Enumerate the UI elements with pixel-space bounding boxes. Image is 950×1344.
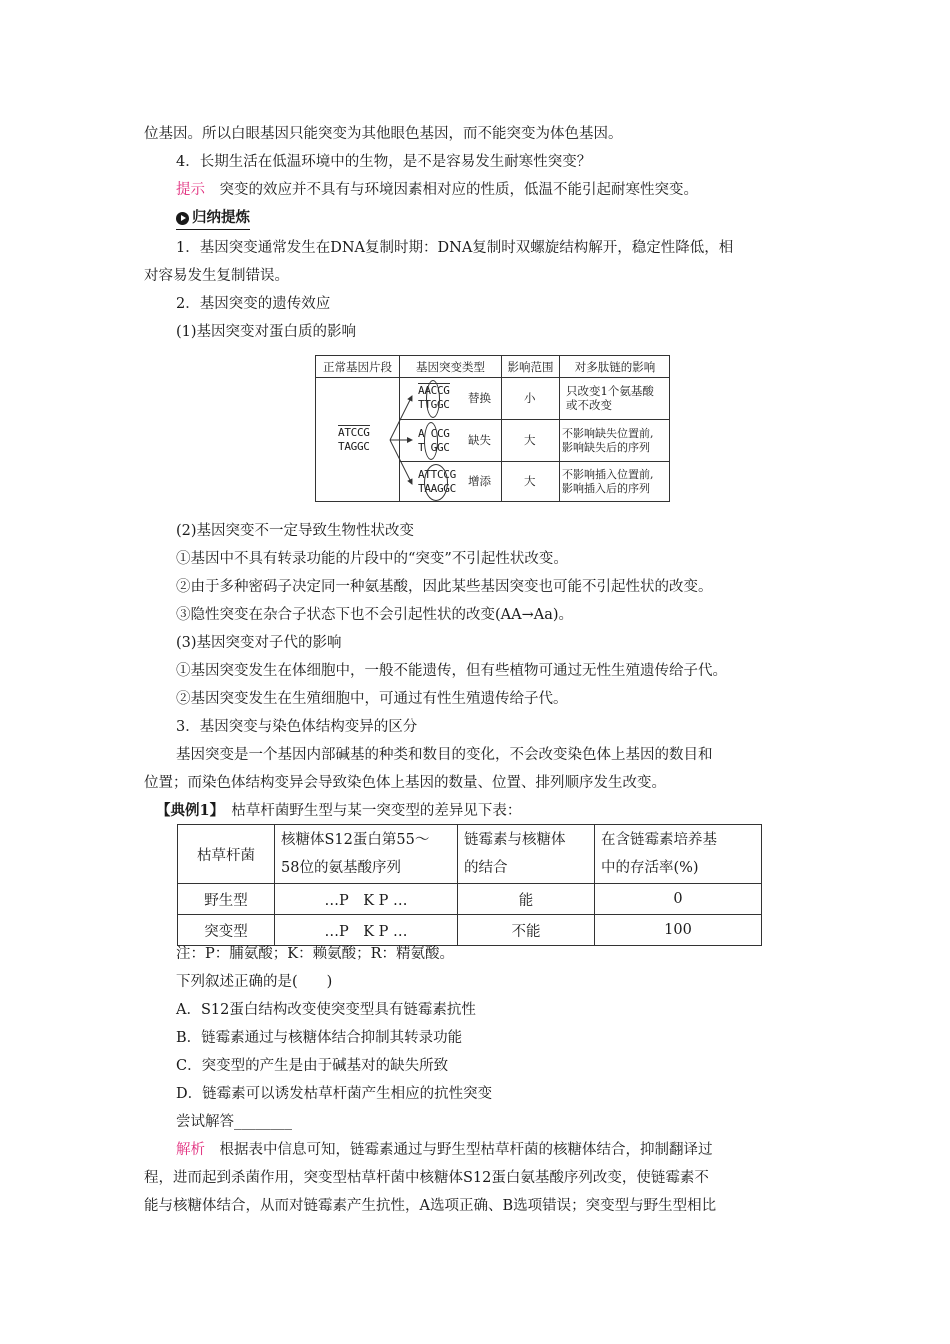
effect-line: 不影响缺失位置前, (562, 427, 654, 440)
table-cell: 突变型 (178, 915, 275, 946)
seq-top: AACCG (418, 384, 450, 397)
analysis-line-3: 能与核糖体结合，从而对链霉素产生抗性，A选项正确、B选项错误；突变型与野生型相比 (144, 1198, 717, 1214)
analysis-line-2: 程，进而起到杀菌作用，突变型枯草杆菌中核糖体S12蛋白氨基酸序列改变，使链霉素不 (144, 1170, 709, 1186)
normal-bottom-strand: TAGGC (338, 440, 370, 453)
section-title: 归纳提炼 (192, 209, 250, 226)
table-row (178, 915, 762, 946)
mutation-circle (424, 464, 448, 501)
mutation-type: 增添 (468, 474, 491, 488)
effect-line: 只改变1个氨基酸 (566, 384, 654, 398)
option-d: D．链霉素可以诱发枯草杆菌产生相应的抗性突变 (176, 1086, 493, 1102)
question-4: 4．长期生活在低温环境中的生物，是不是容易发生耐寒性突变？ (176, 154, 592, 170)
seq-top: ATTCCG (418, 468, 456, 481)
point-1: ①基因中不具有转录功能的片段中的“突变”不引起性状改变。 (176, 551, 568, 567)
table-note: 注：P：脯氨酸；K：赖氨酸；R：精氨酸。 (176, 946, 455, 962)
hint-line (176, 180, 698, 200)
paragraph-2-3: (3)基因突变对子代的影响 (176, 635, 342, 651)
seq-bottom: TAAGGC (418, 482, 456, 495)
option-c: C．突变型的产生是由于碱基对的缺失所致 (176, 1058, 449, 1074)
paragraph-2-2: (2)基因突变不一定导致生物性状改变 (176, 523, 415, 539)
question-stem: 下列叙述正确的是( ) (176, 974, 333, 990)
answer-prompt: 尝试解答________ (176, 1114, 292, 1130)
seq-bottom: TTGGC (418, 398, 450, 411)
paragraph-1b: 对容易发生复制错误。 (144, 268, 289, 284)
table-cell: 不能 (458, 915, 595, 946)
example-text: 枯草杆菌野生型与某一突变型的差异见下表： (231, 803, 522, 819)
seq-bottom: T GGC (418, 441, 450, 454)
analysis-line (176, 1140, 713, 1160)
impact-range: 大 (524, 474, 536, 488)
point-3: ③隐性突变在杂合子状态下也不会引起性状的改变(AA→Aa)。 (176, 607, 574, 623)
option-a: A．S12蛋白结构改变使突变型具有链霉素抗性 (176, 1002, 476, 1018)
paragraph-3: 3．基因突变与染色体结构变异的区分 (176, 719, 418, 735)
impact-range: 小 (524, 391, 536, 405)
table-header: 在含链霉素培养基 中的存活率(%) (595, 825, 762, 884)
effect-line: 或不改变 (566, 398, 612, 412)
table-header: 链霉素与核糖体 的结合 (458, 825, 595, 884)
example-label: 【典例1】 (156, 802, 217, 819)
analysis-text: 根据表中信息可知，链霉素通过与野生型枯草杆菌的核糖体结合，抑制翻译过 (219, 1142, 713, 1158)
table-header: 枯草杆菌 (178, 825, 275, 884)
paragraph-3b: 位置；而染色体结构变异会导致染色体上基因的数量、位置、排列顺序发生改变。 (144, 775, 666, 791)
paragraph-2: 2．基因突变的遗传效应 (176, 296, 331, 312)
impact-range: 大 (524, 433, 536, 447)
hint-label: 提示 (176, 182, 205, 198)
point-2: ②由于多种密码子决定同一种氨基酸，因此某些基因突变也可能不引起性状的改变。 (176, 579, 713, 595)
paragraph-1a: 1．基因突变通常发生在DNA复制时期：DNA复制时双螺旋结构解开，稳定性降低，相 (176, 240, 734, 256)
table-cell: 0 (595, 884, 762, 915)
play-circle-icon (176, 212, 189, 225)
fig-header: 影响范围 (502, 356, 560, 378)
mutation-circle (424, 422, 438, 460)
table-cell: …P K P … (275, 884, 458, 915)
table-cell: 野生型 (178, 884, 275, 915)
mutation-type: 缺失 (468, 433, 491, 447)
table-cell: …P K P … (275, 915, 458, 946)
fig-header: 正常基因片段 (316, 356, 400, 378)
data-table (177, 824, 762, 946)
point-1: ①基因突变发生在体细胞中，一般不能遗传，但有些植物可通过无性生殖遗传给子代。 (176, 663, 727, 679)
table-cell: 能 (458, 884, 595, 915)
example-line (156, 801, 521, 821)
section-heading (176, 208, 250, 231)
analysis-label: 解析 (176, 1142, 205, 1158)
table-row (178, 884, 762, 915)
mutation-figure (315, 355, 670, 502)
paragraph-3a: 基因突变是一个基因内部碱基的种类和数目的变化，不会改变染色体上基因的数目和 (176, 747, 713, 763)
point-2: ②基因突变发生在生殖细胞中，可通过有性生殖遗传给子代。 (176, 691, 568, 707)
paragraph-2-1: (1)基因突变对蛋白质的影响 (176, 324, 357, 340)
mutation-circle (426, 380, 440, 418)
fig-header: 对多肽链的影响 (560, 356, 670, 378)
text-line: 位基因。所以白眼基因只能突变为其他眼色基因，而不能突变为体色基因。 (144, 126, 623, 142)
fig-header: 基因突变类型 (400, 356, 502, 378)
seq-top: A CCG (418, 427, 450, 440)
normal-top-strand: ATCCG (338, 426, 370, 439)
effect-line: 影响缺失后的序列 (562, 441, 650, 454)
hint-text: 突变的效应并不具有与环境因素相对应的性质，低温不能引起耐寒性突变。 (219, 182, 698, 198)
option-b: B．链霉素通过与核糖体结合抑制其转录功能 (176, 1030, 463, 1046)
table-cell: 100 (595, 915, 762, 946)
effect-line: 不影响插入位置前, (562, 468, 654, 481)
effect-line: 影响插入后的序列 (562, 482, 650, 495)
mutation-type: 替换 (468, 391, 491, 405)
table-header: 核糖体S12蛋白第55～ 58位的氨基酸序列 (275, 825, 458, 884)
